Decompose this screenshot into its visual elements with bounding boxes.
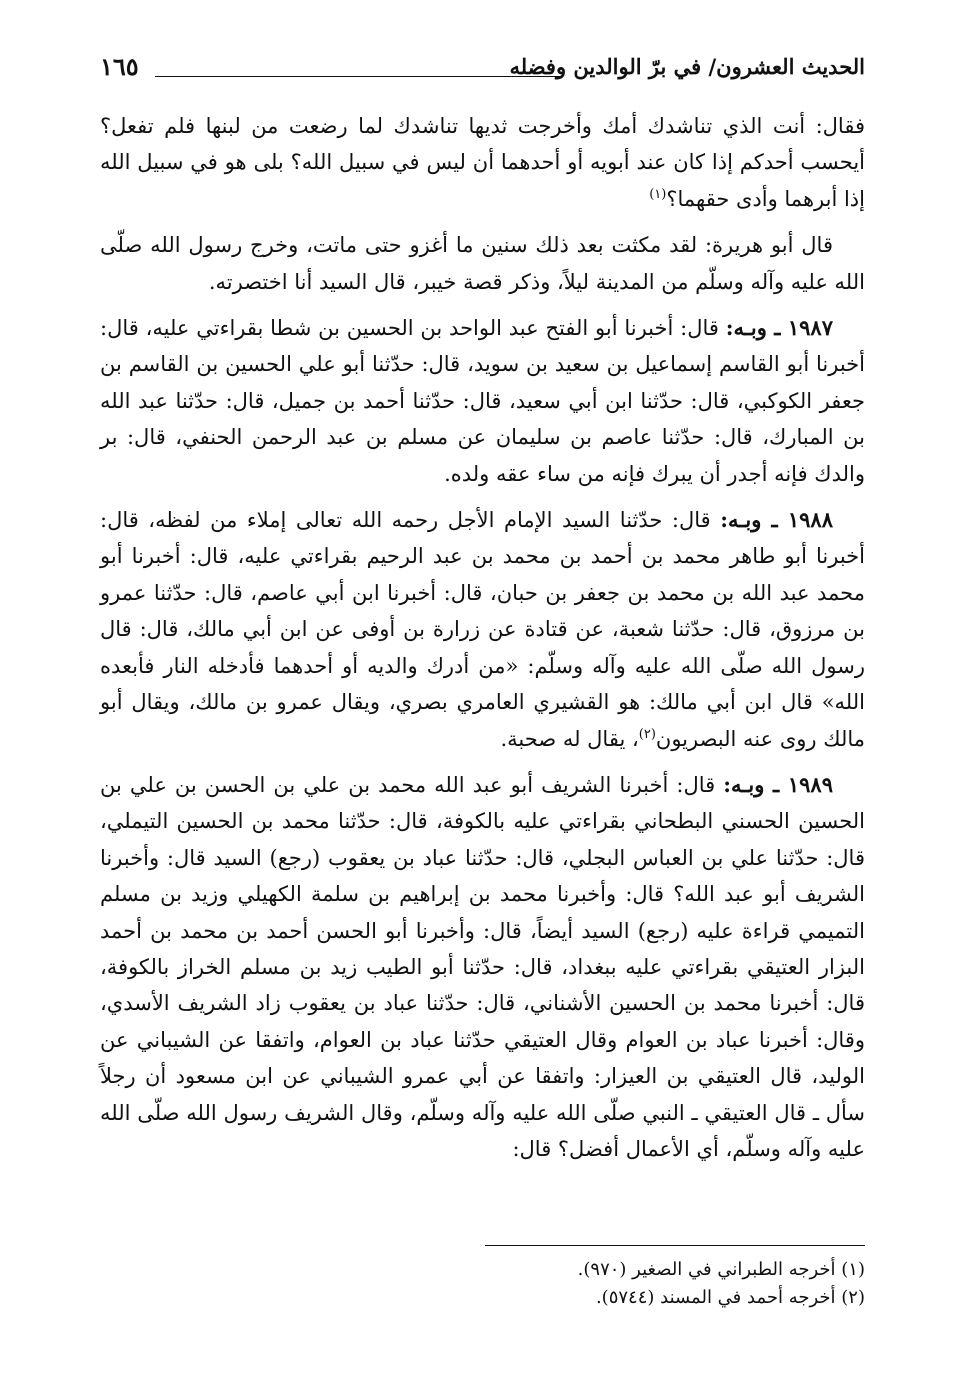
page-header	[100, 52, 865, 92]
paragraph-1	[100, 108, 865, 217]
hadith-1987	[100, 310, 865, 492]
footnote-2: (٢) أخرجه أحمد في المسند (٥٧٤٤).	[595, 1287, 865, 1308]
hadith-1987-text: قال: أخبرنا أبو الفتح عبد الواحد بن الحسين بن شطا بقراءتي عليه، قال: أخبرنا أبو القاسم إسماعيل بن سعيد بن سويد، قال: حدّثنا أبو علي الحسين بن القاسم بن جعفر الكوكبي، قال: حدّثنا ابن أبي سعيد، قال: حدّثنا أحمد بن جميل، قال: حدّثنا عبد الله بن المبارك، قال: حدّثنا عاصم بن سليمان عن مسلم بن عبد الرحمن الحنفي، قال: بر والدك فإنه أجدر أن يبرك فإنه من ساء عقه ولده.	[100, 316, 865, 486]
paragraph-2-text: قال أبو هريرة: لقد مكثت بعد ذلك سنين ما أغزو حتى ماتت، وخرج رسول الله صلّى الله عليه وآله وسلّم من المدينة ليلاً، وذكر قصة خيبر، قال السيد أنا اختصرته.	[100, 233, 865, 294]
hadith-1989	[100, 767, 865, 1167]
running-title: الحديث العشرون/ في برّ الوالدين وفضله	[509, 54, 865, 79]
hadith-1988-text: قال: حدّثنا السيد الإمام الأجل رحمه الله تعالى إملاء من لفظه، قال: أخبرنا أبو طاهر محمد بن أحمد بن محمد بن عبد الرحيم بقراءتي عليه، قال: أخبرنا أبو محمد عبد الله بن محمد بن جعفر بن حبان، قال: أخبرنا ابن أبي عاصم، قال: حدّثنا عمرو بن مرزوق، قال: حدّثنا شعبة، عن قتادة عن زرارة بن أوفى عن ابن أبي مالك، قال: قال رسول الله صلّى الله عليه وآله وسلّم: «من أدرك والديه أو أحدهما فأدخله النار فأبعده الله» قال ابن أبي مالك: هو القشيري العامري بصري، ويقال عمرو بن مالك، ويقال أبو مالك روى عنه البصريون	[100, 508, 865, 751]
hadith-1989-text: قال: أخبرنا الشريف أبو عبد الله محمد بن علي بن الحسن بن علي بن الحسين الحسني البطحاني بقراءتي عليه بالكوفة، قال: حدّثنا محمد بن الحسين التيملي، قال: حدّثنا علي بن العباس البجلي، قال: حدّثنا عباد بن يعقوب (رجع) السيد قال: وأخبرنا الشريف أبو عبد الله؟ قال: وأخبرنا محمد بن إبراهيم بن سلمة الكهيلي وزيد بن مسلم التميمي قراءة عليه (رجع) السيد أيضاً، قال: وأخبرنا أبو الحسن أحمد بن محمد بن أحمد البزار العتيقي بقراءتي عليه ببغداد، قال: حدّثنا أبو الطيب زيد بن مسلم الخراز بالكوفة، قال: أخبرنا محمد بن الحسين الأشناني، قال: حدّثنا عباد بن يعقوب زاد الشريف الأسدي، وقال: أخبرنا عباد بن العوام وقال العتيقي حدّثنا عباد بن العوام، واتفقا عن الشيباني عن الوليد، قال العتيقي بن العيزار: واتفقا عن أبي عمرو الشيباني عن ابن مسعود أن رجلاً سأل ـ قال العتيقي ـ النبي صلّى الله عليه وآله وسلّم، وقال الشريف رسول الله صلّى الله عليه وآله وسلّم، أي الأعمال أفضل؟ قال:	[100, 772, 865, 1161]
hadith-number-1987: ١٩٨٧ ـ وبـه:	[725, 315, 833, 341]
main-text	[100, 108, 865, 1167]
footnote-1: (١) أخرجه الطبراني في الصغير (٩٧٠).	[577, 1259, 865, 1280]
paragraph-1-text: فقال: أنت الذي تناشدك أمك وأخرجت ثديها تناشدك لما رضعت من لبنها فلم تفعل؟ أيحسب أحدكم إذا كان عند أبويه أو أحدهما أن ليس في سبيل الله؟ بلى هو في سبيل الله إذا أبرهما وأدى حقهما؟	[100, 114, 865, 211]
hadith-number-1989: ١٩٨٩ ـ وبـه:	[723, 771, 833, 797]
hadith-1988	[100, 502, 865, 757]
header-rule	[155, 76, 560, 77]
page-number: ١٦٥	[100, 52, 139, 81]
hadith-1988-text-end: ، يقال له صحبة.	[500, 726, 639, 751]
footnote-ref-2: (٢)	[638, 726, 656, 742]
footnote-separator	[485, 1245, 865, 1246]
paragraph-2	[100, 227, 865, 300]
footnotes	[100, 1256, 865, 1312]
hadith-number-1988: ١٩٨٨ ـ وبـه:	[720, 507, 833, 533]
footnote-ref-1: (١)	[649, 186, 667, 202]
